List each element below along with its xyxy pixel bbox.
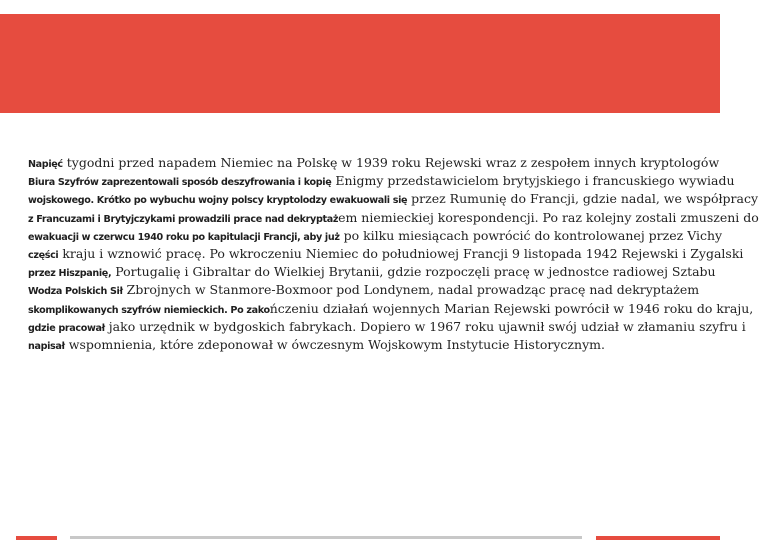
text-run: ńczeniu działań wojennych Marian Rejewski powrócił w 1946 roku do kraju, — [269, 300, 754, 316]
text-run: tygodni przed napadem Niemiec na Polskę w 1939 roku Rejewski wraz z zespołem innych kryptologów — [62, 155, 720, 170]
text-run: ewakuacji w czerwcu 1940 roku po kapitulacji Francji, aby już — [28, 231, 340, 243]
text-line — [28, 190, 759, 208]
text-run: skomplikowanych szyfrów niemieckich. Po zako — [28, 304, 270, 316]
text-run: Zbrojnych w Stanmore-Boxmoor pod Londynem, nadal prowadząc pracę nad dekryptażem — [122, 282, 700, 298]
text-run: Enigmy przedstawicielom brytyjskiego i francuskiego wywiadu — [331, 173, 735, 189]
text-line — [28, 209, 759, 227]
text-run: em niemieckiej korespondencji. Po raz kolejny zostali zmuszeni do — [338, 209, 759, 225]
text-line — [28, 281, 728, 299]
text-run: wspomnienia, które zdeponował w ówczesnym Wojskowym Instytucie Historycznym. — [64, 336, 605, 352]
text-run: jako urzędnik w bydgoskich fabrykach. Dopiero w 1967 roku ujawnił swój udział w złamaniu szyfru i — [104, 318, 746, 334]
text-run: przez Rumunię do Francji, gdzie nadal, we współpracy — [407, 191, 759, 207]
body-text — [28, 154, 759, 354]
text-run: kraju i wznowić pracę. Po wkroczeniu Niemiec do południowej Francji 9 listopada 1942 Rejewski i Zygalski — [58, 245, 744, 261]
text-run: Napięć — [28, 159, 63, 170]
footer-accent-left — [16, 536, 57, 540]
text-run: przez Hiszpanię, — [28, 268, 112, 280]
text-line — [28, 336, 728, 354]
text-run: gdzie pracował — [28, 322, 105, 334]
text-line — [28, 154, 728, 172]
text-run: Biura Szyfrów zaprezentowali sposób deszyfrowania i kopię — [28, 177, 332, 189]
footer-accent-right — [596, 536, 720, 540]
text-line — [28, 263, 728, 281]
text-line — [28, 172, 735, 190]
text-line — [28, 245, 744, 263]
text-run: Wodza Polskich Sił — [28, 286, 123, 298]
text-run: wojskowego. Krótko po wybuchu wojny polscy kryptolodzy ewakuowali się — [28, 195, 408, 207]
text-run: części — [28, 249, 59, 261]
text-line — [28, 227, 728, 245]
text-run: z Francuzami i Brytyjczykami prowadzili prace nad dekryptaż — [28, 213, 339, 225]
header-accent-band — [0, 14, 720, 113]
text-run: napisał — [28, 340, 65, 352]
text-run: Portugalię i Gibraltar do Wielkiej Brytanii, gdzie rozpoczęli pracę w jednostce radiowej Sztabu — [111, 264, 716, 280]
text-line — [28, 318, 746, 336]
footer-divider — [70, 536, 582, 539]
text-line — [28, 300, 754, 318]
text-run: po kilku miesiącach powrócić do kontrolowanej przez Vichy — [339, 227, 723, 243]
